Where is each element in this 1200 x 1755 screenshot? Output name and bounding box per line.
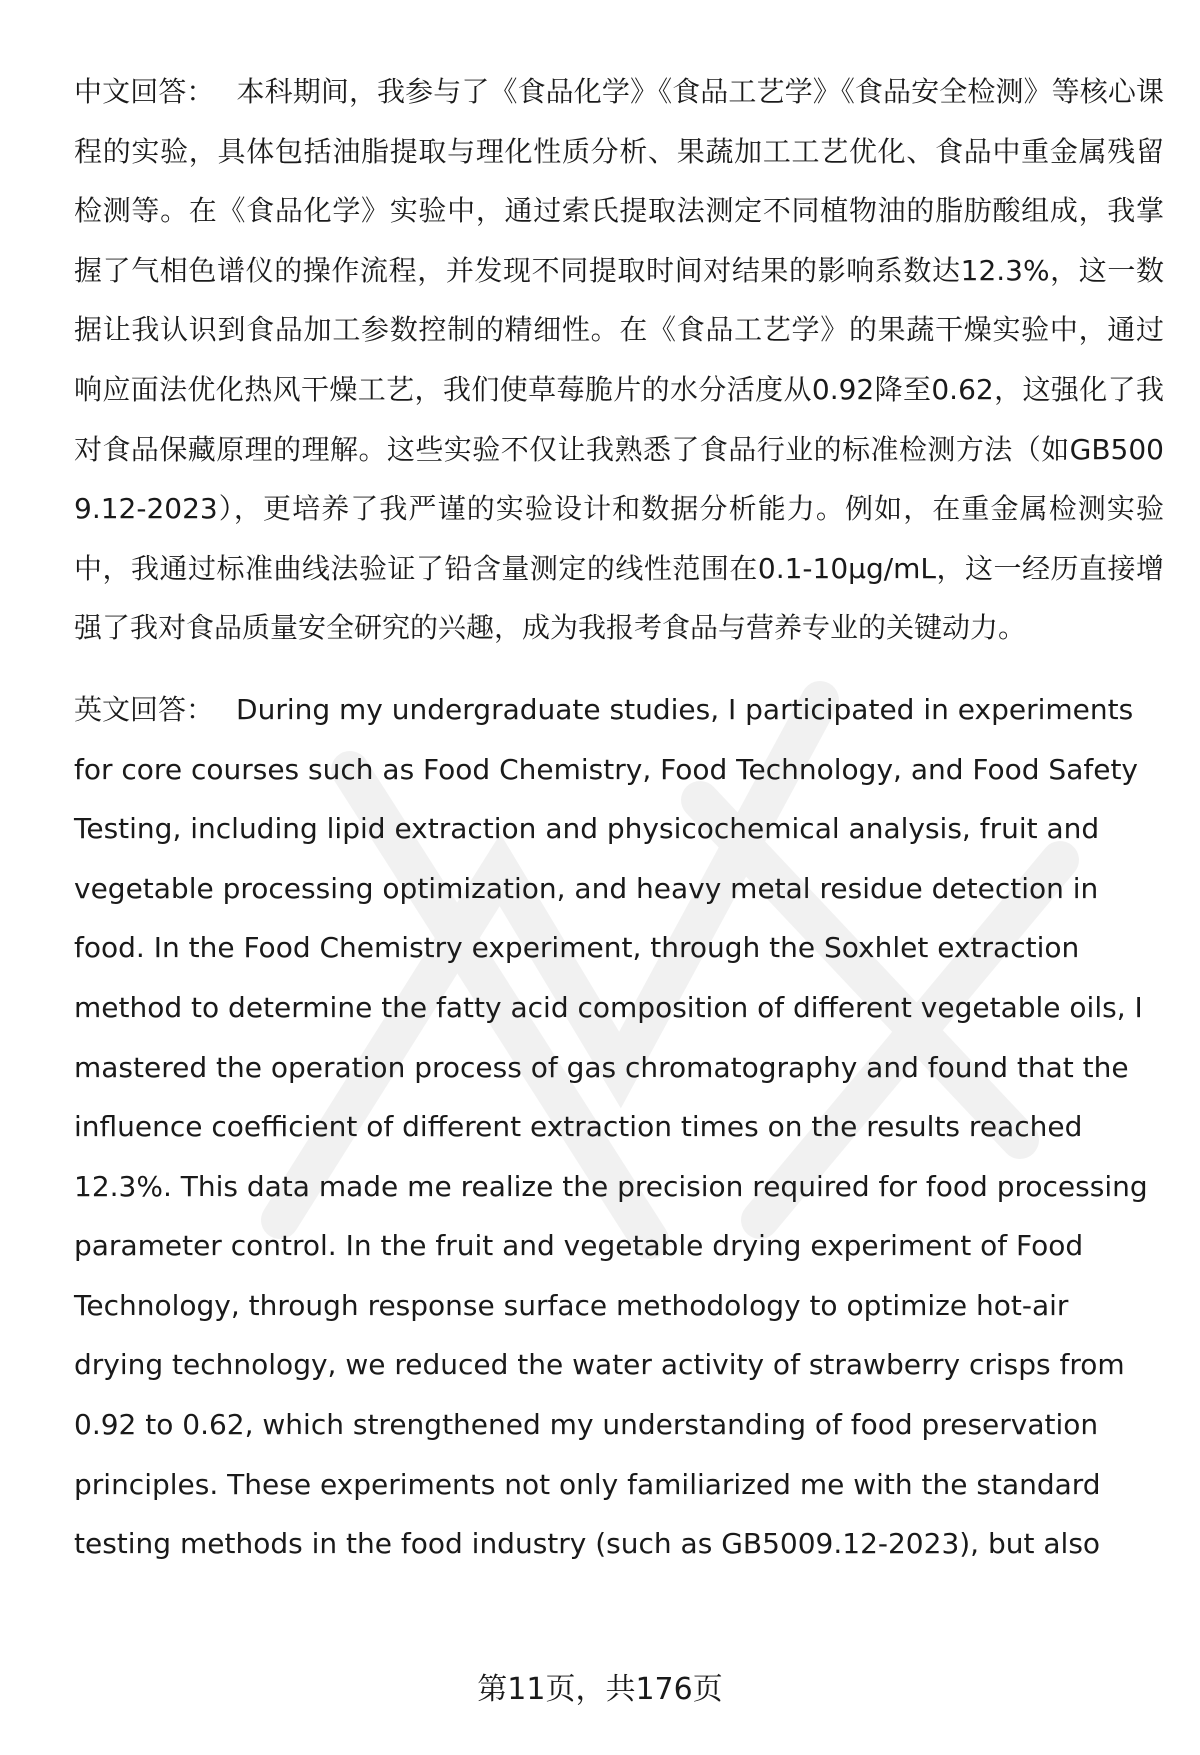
- answer-content: [74, 62, 1164, 1574]
- chinese-answer-label: 中文回答：: [74, 75, 215, 108]
- english-answer-label: 英文回答：: [74, 692, 215, 726]
- page-number-footer: 第11页，共176页: [477, 1672, 723, 1707]
- chinese-answer-text: 本科期间，我参与了《食品化学》《食品工艺学》《食品安全检测》等核心课程的实验，具体包括油脂提取与理化性质分析、果蔬加工工艺优化、食品中重金属残留检测等。在《食品化学》实验中，通过索氏提取法测定不同植物油的脂肪酸组成，我掌握了气相色谱仪的操作流程，并发现不同提取时间对结果的影响系数达12.3%，这一数据让我认识到食品加工参数控制的精细性。在《食品工艺学》的果蔬干燥实验中，通过响应面法优化热风干燥工艺，我们使草莓脆片的水分活度从0.92降至0.62，这强化了我对食品保藏原理的理解。这些实验不仅让我熟悉了食品行业的标准检测方法（如GB5009.12-2023），更培养了我严谨的实验设计和数据分析能力。例如，在重金属检测实验中，我通过标准曲线法验证了铅含量测定的线性范围在0.1-10μg/mL，这一经历直接增强了我对食品质量安全研究的兴趣，成为我报考食品与营养专业的关键动力。: [74, 75, 1164, 645]
- english-answer-paragraph: [74, 680, 1164, 1574]
- chinese-answer-paragraph: [74, 62, 1164, 658]
- english-answer-text: During my undergraduate studies, I participated in experiments for core courses such as Food Chemistry, Food Technology, and Food Safety Testing, including lipid extraction and physicochemical analysis, fruit and vegetable processing optimization, and heavy metal residue detection in food. In the Food Chemistry experiment, through the Soxhlet extraction method to determine the fatty acid composition of different vegetable oils, I mastered the operation process of gas chromatography and found that the influence coefficient of different extraction times on the results reached 12.3%. This data made me realize the precision required for food processing parameter control. In the fruit and vegetable drying experiment of Food Technology, through response surface methodology to optimize hot-air drying technology, we reduced the water activity of strawberry crisps from 0.92 to 0.62, which strengthened my understanding of food preservation principles. These experiments not only familiarized me with the standard testing methods in the food industry (such as GB5009.12-2023), but also: [74, 692, 1148, 1561]
